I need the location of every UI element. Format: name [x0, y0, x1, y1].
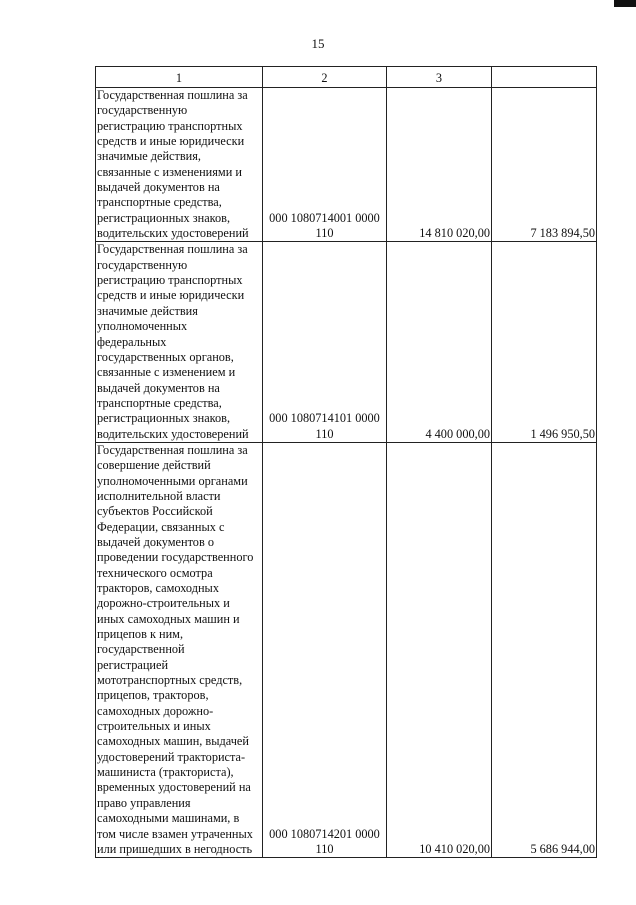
- fee-name-line: выдачей документов о: [97, 534, 214, 549]
- fee-name-line: Федерации, связанных с: [97, 519, 225, 534]
- fee-name-line: исполнительной власти: [97, 488, 221, 503]
- fee-name-line: том числе взамен утраченных: [97, 826, 253, 841]
- budget-code-cell: [263, 88, 387, 242]
- fee-name-line: уполномоченными органами: [97, 473, 248, 488]
- fee-name-line: государственную: [97, 257, 188, 272]
- budget-code-cell: [263, 442, 387, 857]
- budget-code-line: 000 1080714101 0000: [269, 411, 380, 426]
- fee-name-line: регистрацию транспортных: [97, 118, 243, 133]
- table-row: [96, 442, 597, 857]
- fee-name-line: транспортные средства,: [97, 395, 222, 410]
- fee-name-line: Государственная пошлина за: [97, 442, 248, 457]
- planned-amount-cell: 10 410 020,00: [387, 442, 492, 857]
- budget-code-line: 000 1080714201 0000: [269, 826, 380, 841]
- budget-code-cell: [263, 242, 387, 442]
- fee-name-line: строительных и иных: [97, 719, 211, 734]
- fee-name-cell: [96, 88, 263, 242]
- fee-name-line: регистрацией: [97, 657, 169, 672]
- fee-name-line: или пришедших в негодность: [97, 841, 253, 856]
- table-row: [96, 88, 597, 242]
- planned-amount-cell: 4 400 000,00: [387, 242, 492, 442]
- budget-code-line: 000 1080714001 0000: [269, 210, 380, 225]
- fee-name-cell: [96, 242, 263, 442]
- fee-name-line: транспортные средства,: [97, 195, 222, 210]
- fee-name-line: технического осмотра: [97, 565, 213, 580]
- header-col-3: 3: [387, 67, 492, 88]
- fee-name-line: право управления: [97, 795, 191, 810]
- fee-name-line: иных самоходных машин и: [97, 611, 240, 626]
- fee-name-line: государственную: [97, 103, 188, 118]
- fee-name-line: уполномоченных: [97, 319, 188, 334]
- fee-name-line: прицепов, тракторов,: [97, 688, 209, 703]
- fee-name-line: субъектов Российской: [97, 504, 213, 519]
- fee-name-line: водительских удостоверений: [97, 226, 249, 241]
- fee-name-line: регистрационных знаков,: [97, 210, 231, 225]
- fee-name-line: связанные с изменением и: [97, 365, 236, 380]
- fee-name-line: совершение действий: [97, 458, 211, 473]
- fee-name-line: самоходных машин, выдачей: [97, 734, 249, 749]
- fee-name-line: самоходными машинами, в: [97, 811, 240, 826]
- corner-mark: [614, 0, 636, 7]
- fee-name-line: средств и иные юридически: [97, 134, 245, 149]
- fee-name-line: мототранспортных средств,: [97, 673, 243, 688]
- fee-name-line: регистрацию транспортных: [97, 273, 243, 288]
- fee-name-cell: [96, 442, 263, 857]
- fee-name-line: проведении государственного: [97, 550, 254, 565]
- budget-code-line: 110: [315, 226, 334, 241]
- fee-name-line: средств и иные юридически: [97, 288, 245, 303]
- fee-name-line: выдачей документов на: [97, 380, 220, 395]
- fee-name-line: федеральных: [97, 334, 167, 349]
- fee-name-line: дорожно-строительных и: [97, 596, 230, 611]
- fee-name-line: Государственная пошлина за: [97, 242, 248, 257]
- fee-name-line: временных удостоверений на: [97, 780, 251, 795]
- actual-amount-cell: 7 183 894,50: [492, 88, 597, 242]
- fee-name-line: Государственная пошлина за: [97, 88, 248, 102]
- planned-amount-cell: 14 810 020,00: [387, 88, 492, 242]
- fee-name-line: значимые действия,: [97, 149, 201, 164]
- actual-amount-cell: 1 496 950,50: [492, 242, 597, 442]
- page-number: 15: [311, 36, 325, 51]
- fee-name-line: государственной: [97, 642, 185, 657]
- fee-name-line: выдачей документов на: [97, 180, 220, 195]
- header-col-1: 1: [96, 67, 263, 88]
- fee-name-line: тракторов, самоходных: [97, 581, 219, 595]
- fee-name-line: машиниста (тракториста),: [97, 765, 234, 780]
- budget-code-line: 110: [315, 426, 334, 441]
- fee-name-line: удостоверений тракториста-: [97, 749, 246, 764]
- fee-name-line: значимые действия: [97, 303, 198, 318]
- fee-name-line: водительских удостоверений: [97, 426, 249, 441]
- fee-name-line: прицепов к ним,: [97, 627, 184, 642]
- table-row: [96, 242, 597, 442]
- fee-name-line: регистрационных знаков,: [97, 411, 231, 426]
- fee-name-line: связанные с изменениями и: [97, 164, 242, 179]
- budget-table: [95, 66, 597, 858]
- fee-name-line: самоходных дорожно-: [97, 703, 214, 718]
- table-header-row: [96, 67, 597, 88]
- fee-name-line: государственных органов,: [97, 349, 234, 364]
- header-col-2: 2: [263, 67, 387, 88]
- header-col-4: [492, 67, 597, 88]
- actual-amount-cell: 5 686 944,00: [492, 442, 597, 857]
- budget-code-line: 110: [315, 841, 334, 856]
